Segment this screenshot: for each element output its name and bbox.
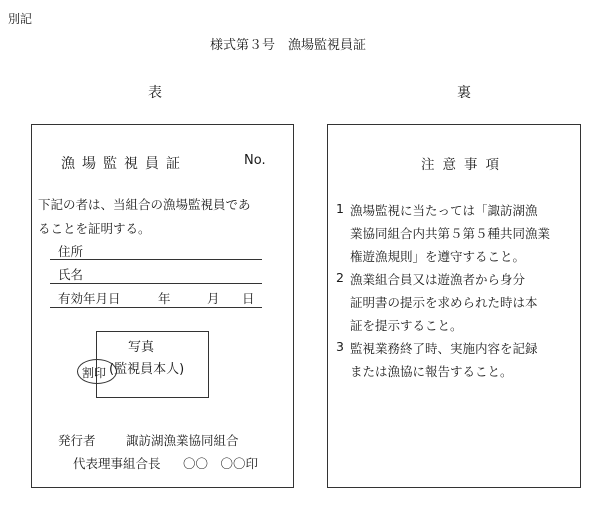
notice-item-number: 3 <box>336 339 344 354</box>
expiry-underline <box>50 307 262 308</box>
front-card-title: 漁場監視員証 <box>61 156 187 172</box>
front-side-label: 表 <box>148 85 162 101</box>
notice-item-line: 権遊漁規則」を遵守すること。 <box>350 249 526 264</box>
representative-name: 〇〇 〇〇印 <box>183 456 259 471</box>
attachment-label: 別記 <box>8 12 33 26</box>
address-underline <box>50 259 262 260</box>
notice-item-line: 監視業務終了時、実施内容を記録 <box>350 341 538 356</box>
back-card-title: 注意事項 <box>421 157 507 173</box>
back-side-label: 裏 <box>457 85 471 101</box>
form-title: 様式第３号 漁場監視員証 <box>210 38 367 53</box>
certification-text-line-2: ることを証明する。 <box>38 221 151 236</box>
notice-item-line: 漁場監視に当たっては「諏訪湖漁 <box>350 203 538 218</box>
address-label: 住所 <box>58 244 84 259</box>
notice-item-number: 1 <box>336 201 344 216</box>
notice-item-line: 業協同組合内共第５第５種共同漁業 <box>350 226 551 241</box>
photo-subject-label: (監視員本人) <box>109 362 185 377</box>
back-card <box>327 124 581 488</box>
representative-label: 代表理事組合長 <box>73 456 161 471</box>
notice-item-line: または漁協に報告すること。 <box>350 364 513 379</box>
issuer-label: 発行者 <box>58 433 96 448</box>
seal-text: 割印 <box>82 366 107 380</box>
name-label: 氏名 <box>58 267 84 282</box>
card-number-label: No. <box>244 153 266 168</box>
expiry-date-label: 有効年月日 <box>58 291 121 306</box>
front-card <box>31 124 294 488</box>
notice-item-number: 2 <box>336 270 344 285</box>
month-label: 月 <box>207 291 220 306</box>
notice-item-line: 漁業組合員又は遊漁者から身分 <box>350 272 526 287</box>
notice-item-line: 証明書の提示を求められた時は本 <box>350 295 538 310</box>
certification-text-line-1: 下記の者は、当組合の漁場監視員であ <box>38 197 251 212</box>
day-label: 日 <box>242 291 255 306</box>
name-underline <box>50 283 262 284</box>
photo-label: 写真 <box>128 340 155 355</box>
issuer-name: 諏訪湖漁業協同組合 <box>126 433 239 448</box>
notice-item-line: 証を提示すること。 <box>350 318 463 333</box>
year-label: 年 <box>158 291 171 306</box>
